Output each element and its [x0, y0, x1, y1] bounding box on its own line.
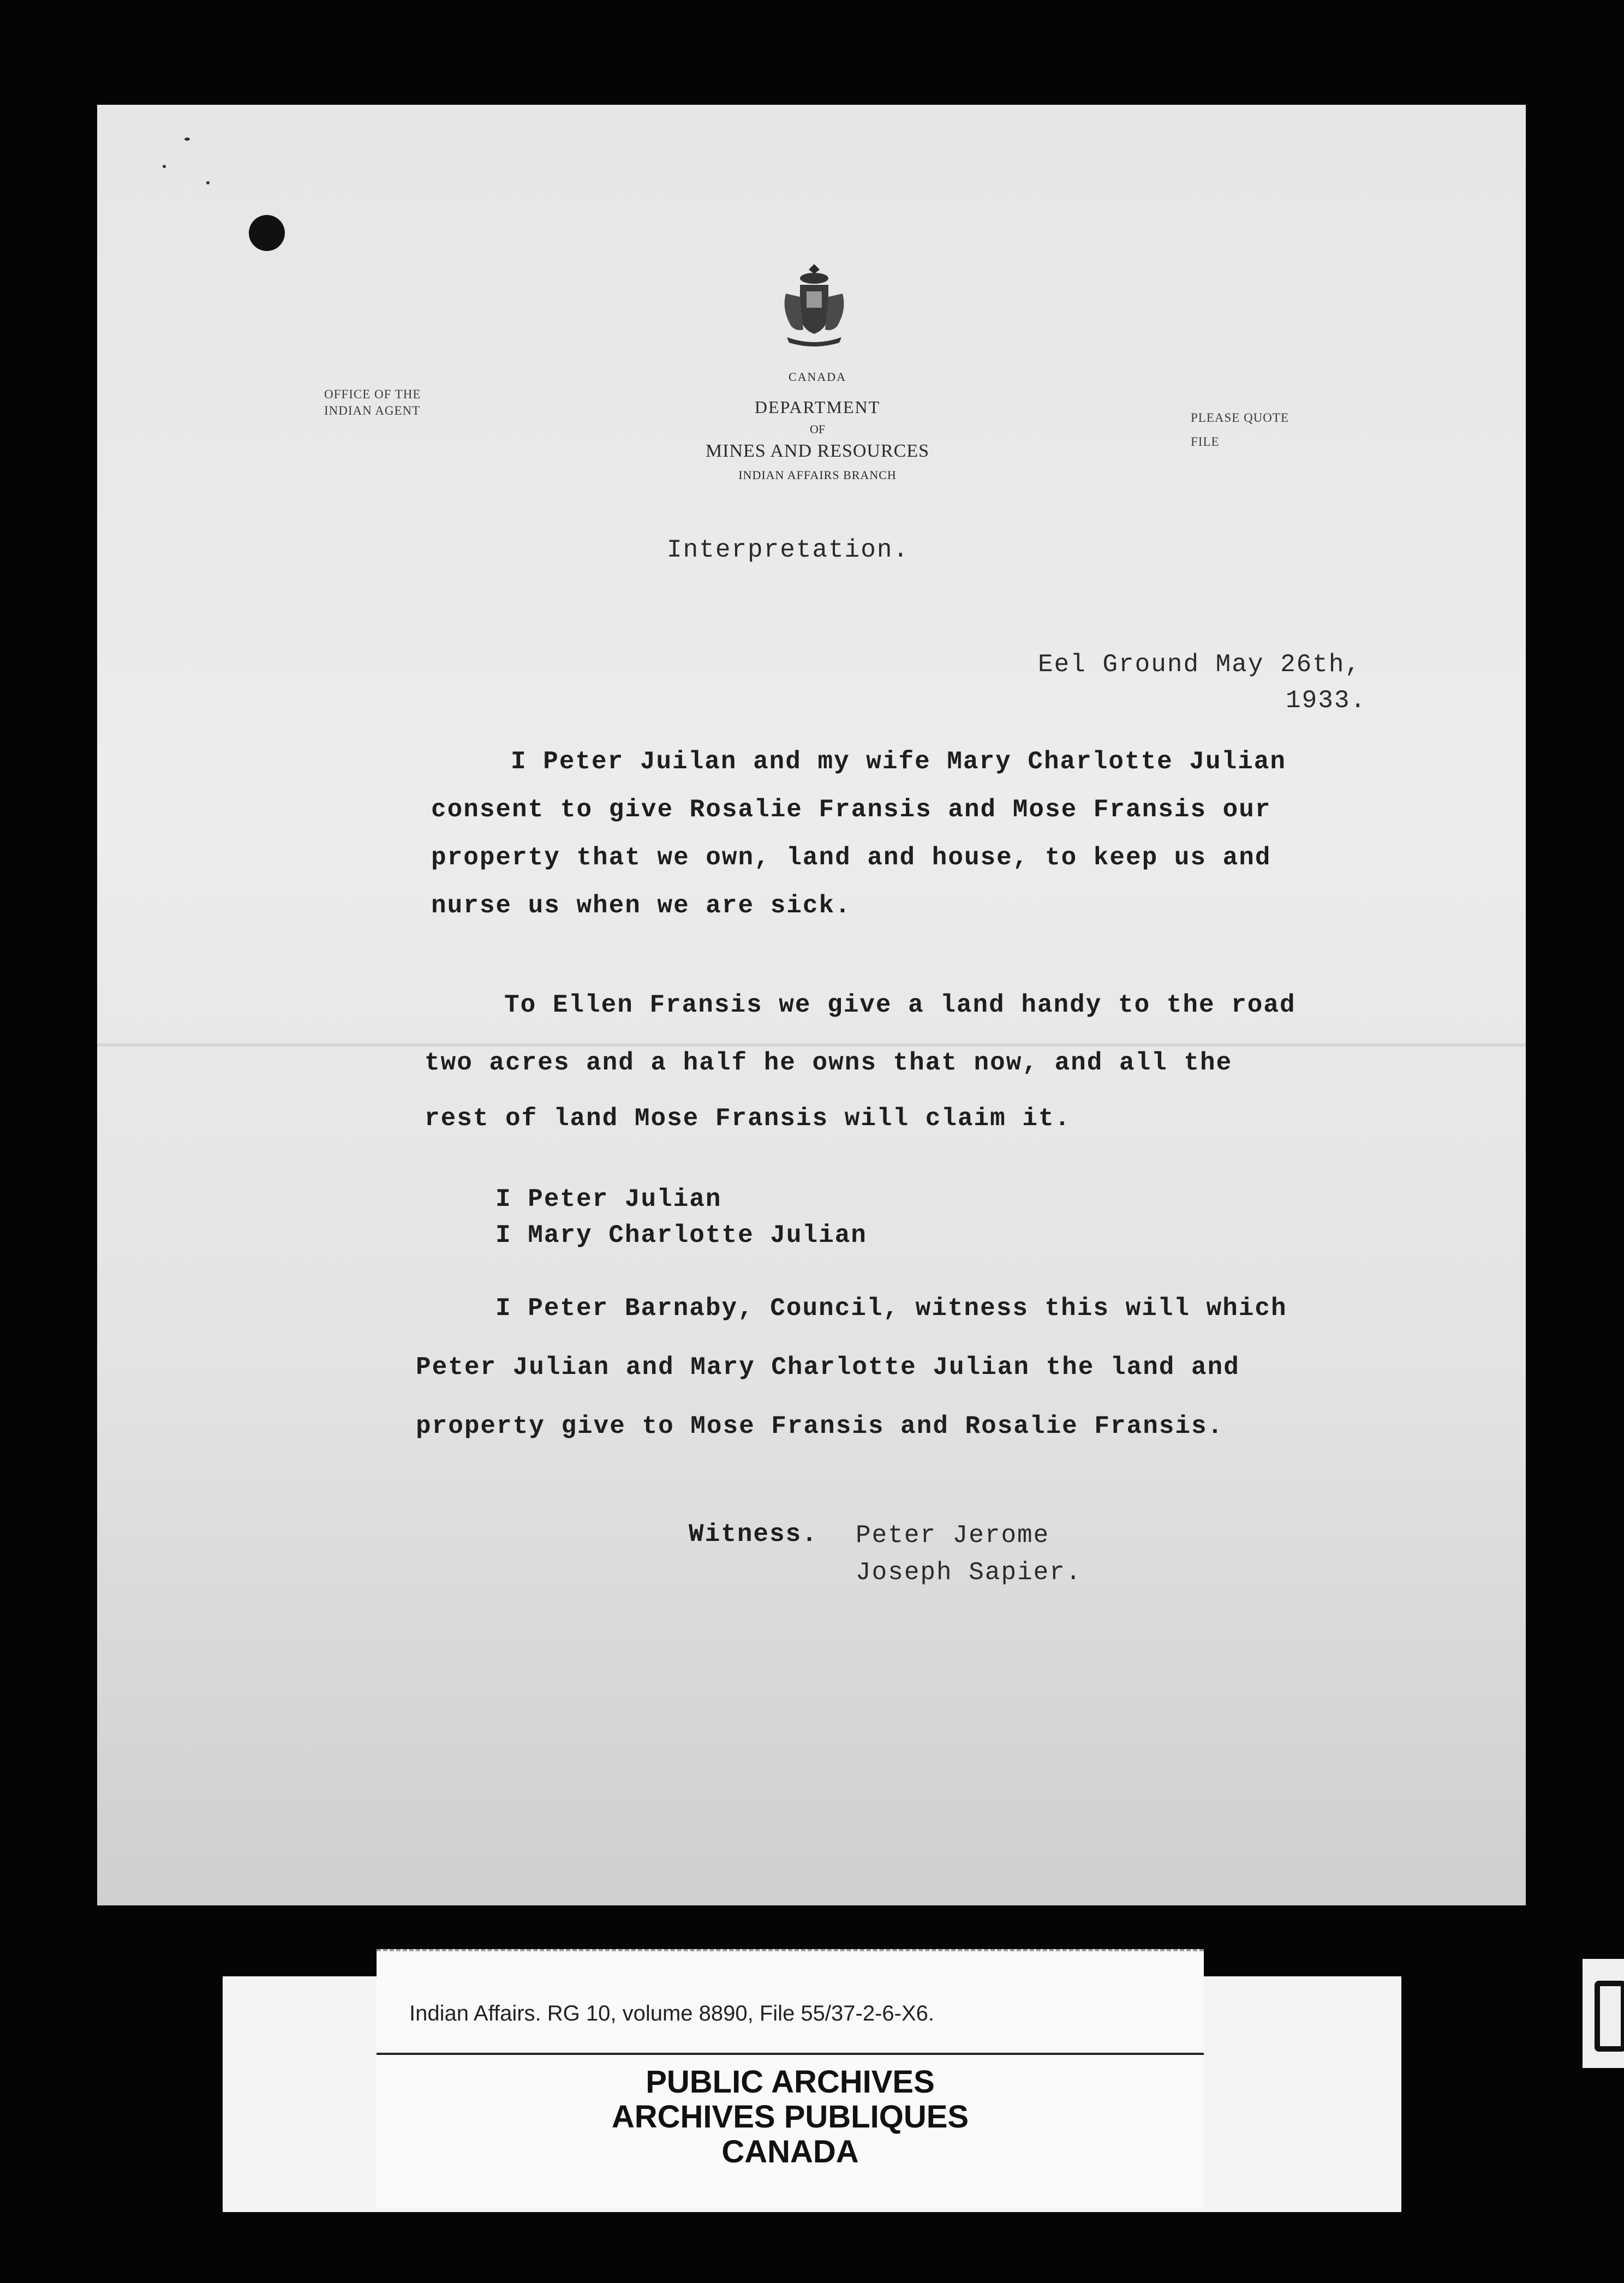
- paragraph-line: nurse us when we are sick.: [431, 892, 851, 920]
- letterhead-file-line: FILE: [1191, 435, 1220, 449]
- punch-hole: [249, 215, 285, 251]
- film-edge-mark: [1583, 1959, 1624, 2068]
- paragraph-line: two acres and a half he owns that now, and all the: [425, 1049, 1233, 1077]
- paragraph-line: Peter Julian and Mary Charlotte Julian the land and: [416, 1353, 1240, 1382]
- letterhead-department: DEPARTMENT: [754, 397, 881, 417]
- paragraph-line: I Peter Juilan and my wife Mary Charlotte Julian: [511, 748, 1287, 776]
- letterhead-ministry: MINES AND RESOURCES: [705, 441, 930, 461]
- letter-place-date: Eel Ground May 26th,: [1038, 650, 1362, 679]
- letterhead-file-line: PLEASE QUOTE: [1191, 411, 1289, 425]
- letterhead-of: OF: [809, 422, 826, 436]
- letterhead-branch: INDIAN AFFAIRS BRANCH: [738, 468, 897, 482]
- royal-coat-of-arms-icon: [776, 261, 852, 348]
- archive-name-en: PUBLIC ARCHIVES: [646, 2064, 935, 2100]
- paragraph-line: consent to give Rosalie Fransis and Mose Fransis our: [431, 796, 1271, 824]
- signatory: I Mary Charlotte Julian: [495, 1221, 867, 1250]
- witness-name: Peter Jerome: [856, 1521, 1050, 1550]
- archive-citation: Indian Affairs. RG 10, volume 8890, File 55/37-2-6-X6.: [409, 2001, 935, 2025]
- paragraph-line: property that we own, land and house, to keep us and: [431, 844, 1271, 872]
- witness-name: Joseph Sapier.: [856, 1558, 1082, 1587]
- speck: [163, 165, 166, 168]
- paragraph-line: property give to Mose Fransis and Rosalie Fransis.: [416, 1412, 1224, 1441]
- document-page: [97, 105, 1526, 1905]
- letterhead-file-note: [1191, 406, 1289, 454]
- letter-title: Interpretation.: [667, 536, 910, 564]
- letterhead-office-line: OFFICE OF THE: [324, 387, 421, 401]
- letterhead-office-line: INDIAN AGENT: [324, 404, 421, 417]
- paragraph-line: To Ellen Fransis we give a land handy to the road: [504, 991, 1296, 1019]
- archive-divider: [377, 2053, 1204, 2055]
- signatory: I Peter Julian: [495, 1185, 722, 1214]
- letterhead-country: CANADA: [788, 370, 847, 384]
- letterhead-office: [324, 386, 421, 419]
- archive-country: CANADA: [721, 2134, 859, 2170]
- speck: [206, 181, 210, 184]
- letter-year: 1933.: [1286, 686, 1367, 715]
- paragraph-line: I Peter Barnaby, Council, witness this will which: [495, 1294, 1287, 1323]
- speck: [184, 138, 190, 141]
- witness-label: Witness.: [689, 1520, 818, 1549]
- archive-name-fr: ARCHIVES PUBLIQUES: [611, 2099, 969, 2135]
- paragraph-line: rest of land Mose Fransis will claim it.: [425, 1104, 1071, 1133]
